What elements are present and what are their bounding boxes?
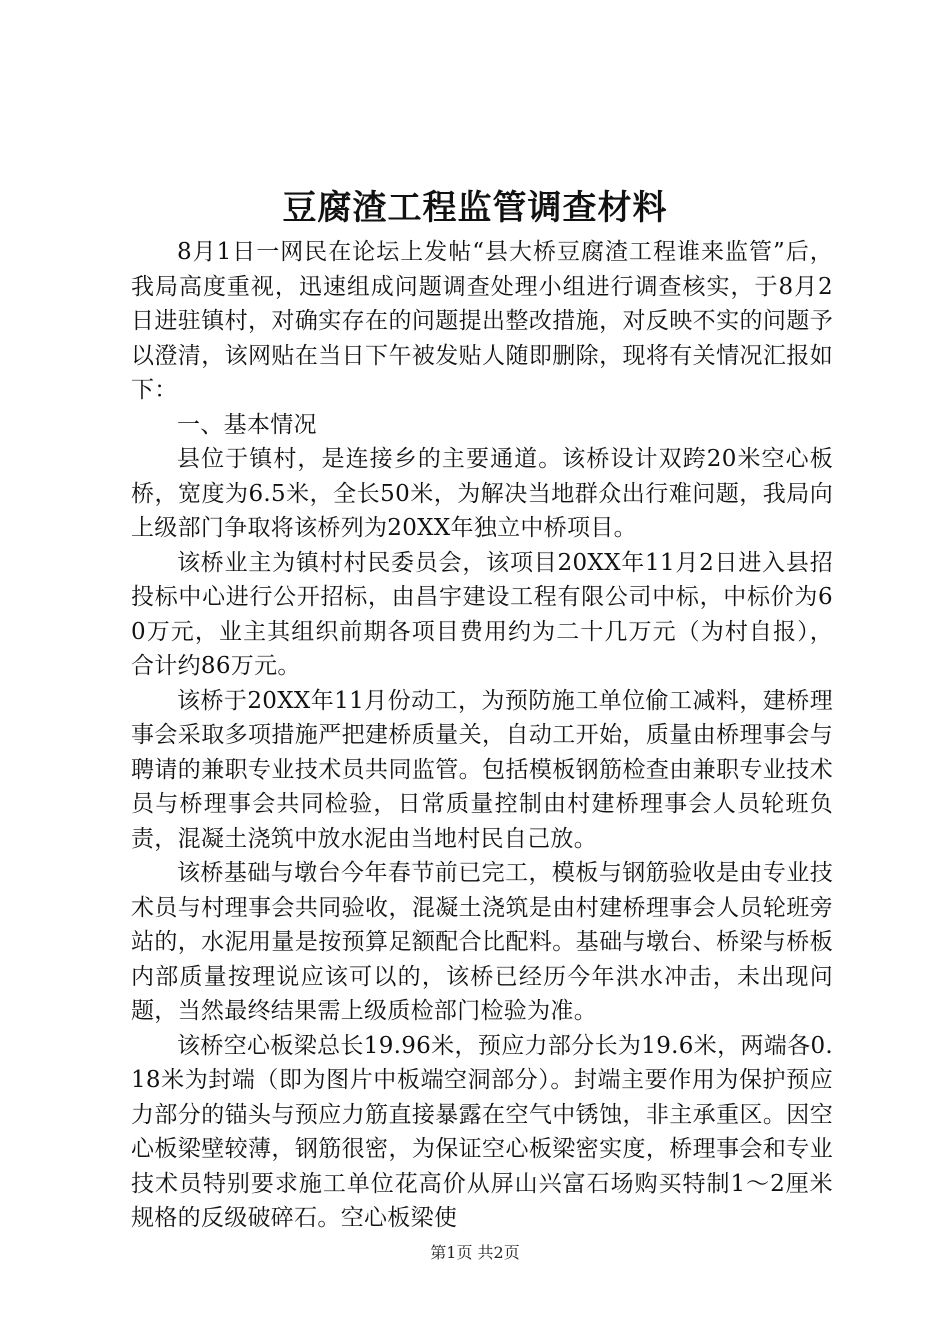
paragraph-construction-supervision: 该桥于20XX年11月份动工，为预防施工单位偷工减料，建桥理事会采取多项措施严把建桥质量关，自动工开始，质量由桥理事会与聘请的兼职专业技术员共同监管。包括模板钢筋检查由兼职专业技术员与桥理事会共同检验，日常质量控制由村建桥理事会人员轮班负责，混凝土浇筑中放水泥由当地村民自己放。 — [131, 687, 833, 852]
document-title: 豆腐渣工程监管调查材料 — [282, 188, 668, 228]
section-heading-basic-info: 一、基本情况 — [177, 411, 317, 438]
paragraph-intro: 8月1日一网民在论坛上发帖“县大桥豆腐渣工程谁来监管”后，我局高度重视，迅速组成问题调查处理小组进行调查核实，于8月2日进驻镇村，对确实存在的问题提出整改措施，对反映不实的问题予以澄清，该网贴在当日下午被发贴人随即删除，现将有关情况汇报如下： — [131, 239, 833, 403]
page-footer: 第1页 共2页 — [430, 1243, 520, 1262]
paragraph-foundation: 该桥基础与墩台今年春节前已完工，模板与钢筋验收是由专业技术员与村理事会共同验收，混凝土浇筑是由村建桥理事会人员轮班旁站的，水泥用量是按预算足额配合比配料。基础与墩台、桥梁与桥板内部质量按理说应该可以的，该桥已经历今年洪水冲击，未出现问题，当然最终结果需上级质检部门检验为准。 — [131, 860, 833, 1024]
document-body — [131, 235, 833, 1236]
paragraph-bridge-location: 县位于镇村，是连接乡的主要通道。该桥设计双跨20米空心板桥，宽度为6.5米，全长50米，为解决当地群众出行难问题，我局向上级部门争取将该桥列为20XX年独立中桥项目。 — [131, 446, 833, 541]
paragraph-hollow-slab: 该桥空心板梁总长19.96米，预应力部分长为19.6米，两端各0.18米为封端（即为图片中板端空洞部分）。封端主要作用为保护预应力部分的锚头与预应力筋直接暴露在空气中锈蚀，非主承重区。因空心板梁壁较薄，钢筋很密，为保证空心板梁密实度，桥理事会和专业技术员特别要求施工单位花高价从屏山兴富石场购买特制1～2厘米规格的反级破碎石。空心板梁使 — [131, 1032, 833, 1231]
paragraph-bidding: 该桥业主为镇村村民委员会，该项目20XX年11月2日进入县招投标中心进行公开招标，由昌宇建设工程有限公司中标，中标价为60万元，业主其组织前期各项目费用约为二十几万元（为村自报），合计约86万元。 — [131, 549, 833, 679]
